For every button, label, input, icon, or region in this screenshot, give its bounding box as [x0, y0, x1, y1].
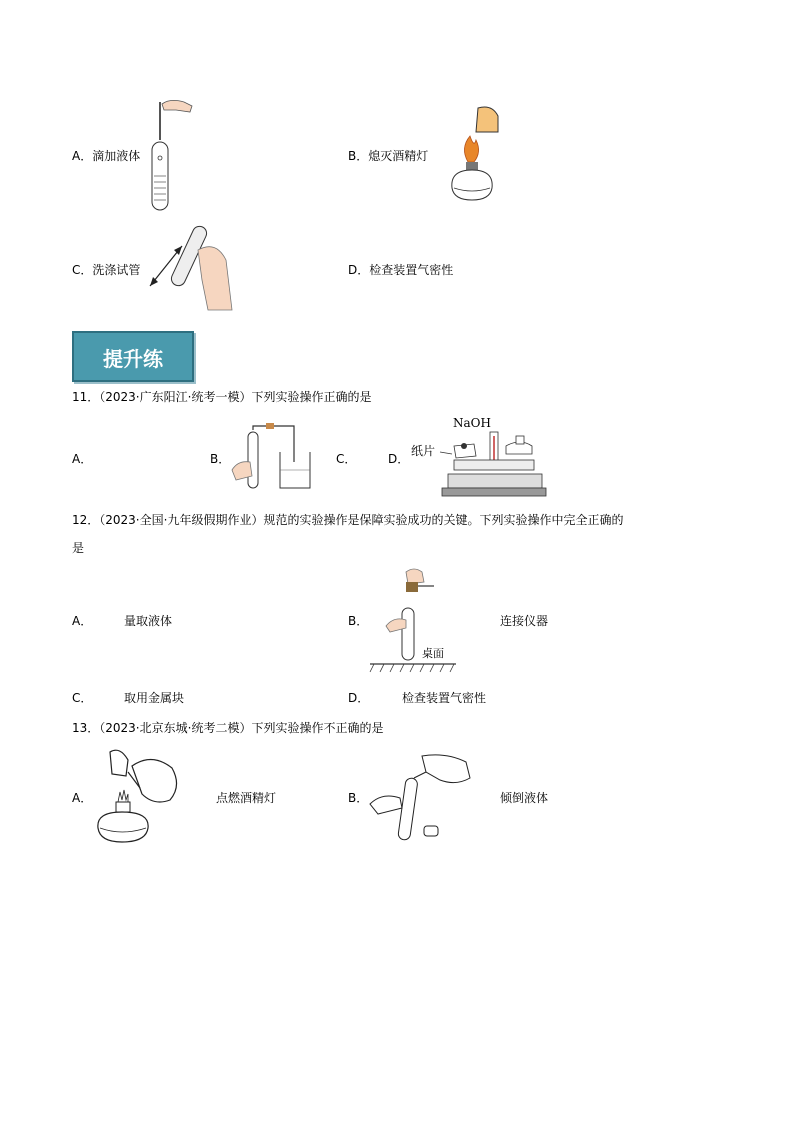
q12-option-a-prefix: A．	[72, 614, 93, 628]
light-lamp-illustration	[92, 744, 188, 846]
q13-option-b-prefix: B．	[348, 791, 369, 805]
q12-option-b-text: 连接仪器	[500, 614, 549, 628]
shake-testtube-illustration	[146, 220, 240, 314]
gas-collection-illustration	[228, 422, 314, 492]
section-title: 提升练	[103, 347, 163, 371]
pour-liquid-illustration	[366, 752, 476, 846]
q13-option-a-prefix: A．	[72, 791, 93, 805]
q11-option-d: D．	[388, 452, 410, 466]
q12-option-b-prefix: B．	[348, 614, 369, 628]
q10-option-b-label: B．熄灭酒精灯	[348, 149, 429, 163]
q12-option-d-prefix: D．	[348, 691, 370, 705]
q12-option-d-text: 检查装置气密性	[402, 691, 487, 705]
q11-stem: 11．（2023·广东阳江·统考一模）下列实验操作正确的是	[72, 390, 372, 404]
q12-stem-line1: 12．（2023·全国·九年级假期作业）规范的实验操作是保障实验成功的关键。下列实验操作中完全正确的	[72, 513, 624, 527]
q10-option-a-label: A．滴加液体	[72, 149, 141, 163]
q12-option-a-text: 量取液体	[124, 614, 173, 628]
connect-apparatus-illustration	[368, 564, 458, 676]
q13-option-b-text: 倾倒液体	[500, 791, 549, 805]
q13-stem: 13．（2023·北京东城·统考二模）下列实验操作不正确的是	[72, 721, 384, 735]
q11-option-c: C．	[336, 452, 357, 466]
balance-illustration	[436, 428, 546, 500]
q12-option-c-text: 取用金属块	[124, 691, 185, 705]
q11-option-a: A．	[72, 452, 93, 466]
dropper-testtube-illustration	[140, 96, 200, 216]
q12-option-c-prefix: C．	[72, 691, 93, 705]
naoh-label: NaOH	[453, 416, 491, 430]
q12-stem-line2: 是	[72, 541, 85, 555]
section-banner	[72, 331, 194, 382]
paper-label: 纸片	[411, 444, 436, 458]
q10-option-d-label: D．检查装置气密性	[348, 263, 454, 277]
q10-option-c-label: C．洗涤试管	[72, 263, 141, 277]
extinguish-lamp-illustration	[440, 104, 510, 208]
q13-option-a-text: 点燃酒精灯	[216, 791, 277, 805]
q11-option-b: B．	[210, 452, 231, 466]
desk-label: 桌面	[422, 647, 444, 660]
